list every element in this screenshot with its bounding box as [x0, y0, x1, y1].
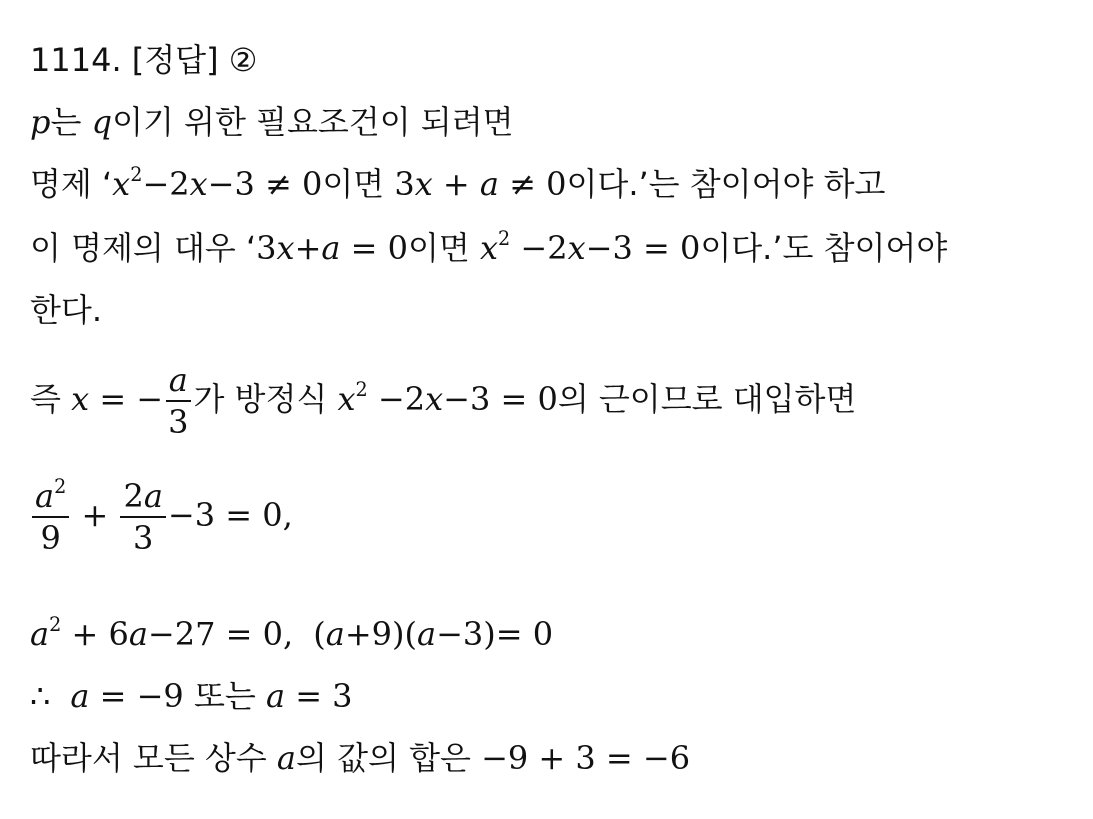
numerator: a [166, 364, 191, 402]
numerator [120, 477, 165, 518]
numerator [32, 475, 69, 518]
line-conclusion [30, 738, 690, 778]
denominator: 9 [40, 519, 61, 557]
expr: −27 = 0, [147, 615, 304, 653]
exponent: 2 [498, 227, 511, 251]
problem-number: 1114. [30, 41, 122, 79]
var-x: x [71, 380, 90, 418]
fraction-a-over-3 [165, 361, 191, 441]
therefore-symbol: ∴ [30, 677, 51, 715]
var-x: x [276, 229, 295, 267]
coefficient: 2 [123, 477, 144, 515]
expr: −3)= 0 [436, 615, 554, 653]
expr: 3 [394, 165, 415, 203]
line-continuation [30, 290, 102, 330]
text: 이 명제의 대우 ‘ [30, 229, 257, 267]
denominator: 3 [132, 519, 154, 557]
answer-choice: ② [228, 41, 258, 79]
text: 즉 [30, 380, 72, 418]
var-x: x [112, 165, 131, 203]
var-a: a [70, 677, 90, 715]
expr: +9)( [344, 615, 417, 653]
var-a: a [128, 615, 148, 653]
expr: = 0 [340, 229, 408, 267]
text: 이기 위한 필요조건이 되려면 [112, 103, 514, 141]
text: 한다. [30, 291, 102, 329]
var-a: a [35, 477, 55, 515]
line-condition [30, 102, 514, 142]
var-a: a [265, 677, 286, 715]
var-p: p [30, 103, 51, 141]
var-x: x [567, 229, 586, 267]
expr: + [294, 229, 322, 267]
fraction-a2-over-9 [32, 475, 69, 557]
expr: ≠ 0 [498, 165, 567, 203]
expr: + 6 [61, 615, 129, 653]
exponent: 2 [355, 378, 368, 402]
var-a: a [416, 615, 437, 653]
line-proposition [30, 164, 885, 204]
text: 명제 ‘ [30, 165, 113, 203]
denominator: 3 [168, 403, 189, 441]
exponent: 2 [130, 163, 143, 187]
text: 의 근이므로 대입하면 [557, 380, 857, 418]
text: 는 [50, 103, 92, 141]
expr: = − [89, 380, 164, 418]
fraction-2a-over-3 [120, 477, 165, 557]
expr: −2 [510, 229, 568, 267]
var-a: a [325, 615, 345, 653]
answer-label: [정답] [131, 41, 219, 79]
expr: −2 [142, 165, 190, 203]
var-x: x [189, 165, 208, 203]
var-a: a [276, 739, 296, 777]
var-x: x [414, 165, 433, 203]
text: 이면 [322, 165, 395, 203]
expr: = −9 [89, 677, 184, 715]
var-a: a [30, 615, 50, 653]
expr: −3 = 0, [167, 496, 293, 534]
text: 이다.’도 참이어야 [700, 229, 948, 267]
var-x: x [479, 229, 499, 267]
var-a: a [479, 165, 499, 203]
text: 가 방정식 [193, 380, 338, 418]
text: 따라서 모든 상수 [30, 739, 277, 777]
var-q: q [91, 103, 113, 141]
expr: + [432, 165, 480, 203]
plus-sign: + [71, 496, 119, 534]
final-sum: −9 + 3 = −6 [481, 739, 691, 777]
exponent: 2 [49, 613, 62, 637]
var-a: a [143, 477, 163, 515]
line-solutions [30, 676, 353, 716]
text: 이다.’는 참이어야 하고 [566, 165, 886, 203]
line-equation [30, 475, 293, 557]
expr: −3 = 0 [443, 380, 558, 418]
expr: ( [313, 615, 326, 653]
problem-header [30, 40, 257, 80]
var-x: x [425, 380, 444, 418]
var-x: x [337, 380, 356, 418]
text: 이면 [407, 229, 480, 267]
expr: −3 = 0 [585, 229, 701, 267]
expr: −2 [367, 380, 426, 418]
expr: −3 ≠ 0 [207, 165, 323, 203]
line-contrapositive [30, 228, 947, 268]
line-factoring [30, 614, 553, 654]
expr: = 3 [285, 677, 353, 715]
expr: 3 [256, 229, 277, 267]
text: 또는 [183, 677, 266, 715]
text: 의 값의 합은 [295, 739, 482, 777]
var-a: a [321, 229, 341, 267]
exponent: 2 [54, 475, 67, 499]
line-substitution [30, 361, 857, 441]
